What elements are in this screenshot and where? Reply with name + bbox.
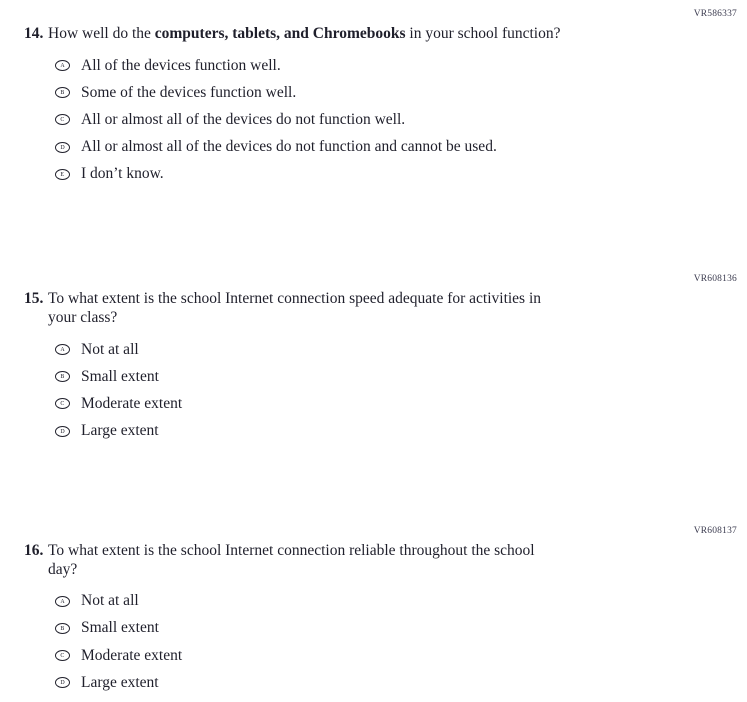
option-label: I don’t know. xyxy=(81,165,164,183)
question-block-16 xyxy=(0,525,747,697)
answer-option-a[interactable] xyxy=(55,336,747,363)
question-code: VR608137 xyxy=(693,525,737,536)
question-prompt xyxy=(24,541,747,579)
answer-option-c[interactable] xyxy=(55,642,747,669)
question-text-line: To what extent is the school Internet connection reliable throughout the school xyxy=(48,541,535,559)
answer-option-b[interactable] xyxy=(55,615,747,642)
option-bubble-icon[interactable] xyxy=(55,114,70,125)
option-letter: B xyxy=(60,372,65,380)
question-number: 16. xyxy=(24,541,44,559)
options-list xyxy=(0,336,747,445)
option-letter: D xyxy=(60,143,65,151)
option-bubble-icon[interactable] xyxy=(55,60,70,71)
answer-option-d[interactable] xyxy=(55,134,747,161)
option-letter: C xyxy=(60,400,65,407)
answer-option-c[interactable] xyxy=(55,390,747,417)
option-bubble-icon[interactable] xyxy=(55,623,70,634)
question-text-segment: in your school function? xyxy=(405,25,561,42)
answer-option-b[interactable] xyxy=(55,363,747,390)
option-letter: D xyxy=(60,427,65,435)
option-letter: C xyxy=(60,651,65,659)
option-label: Not at all xyxy=(81,340,139,358)
question-code: VR586337 xyxy=(693,9,737,19)
option-bubble-icon[interactable] xyxy=(55,169,70,180)
question-text xyxy=(48,541,535,579)
question-text xyxy=(48,289,541,327)
options-list xyxy=(0,52,747,188)
question-text-line: To what extent is the school Internet connection speed adequate for activities in xyxy=(48,289,542,307)
answer-option-d[interactable] xyxy=(55,418,747,445)
question-prompt xyxy=(24,289,747,327)
option-bubble-icon[interactable] xyxy=(55,596,70,607)
question-number: 14. xyxy=(24,25,44,42)
answer-option-a[interactable] xyxy=(55,588,747,615)
option-label: Small extent xyxy=(81,619,159,637)
question-block-14 xyxy=(0,8,747,188)
option-letter: C xyxy=(60,116,65,123)
answer-option-b[interactable] xyxy=(55,79,747,106)
question-number: 15. xyxy=(24,289,44,307)
option-letter: D xyxy=(60,679,65,686)
option-bubble-icon[interactable] xyxy=(55,398,70,409)
question-text-line: day? xyxy=(48,560,78,578)
option-bubble-icon[interactable] xyxy=(55,142,70,153)
option-bubble-icon[interactable] xyxy=(55,87,70,98)
question-prompt xyxy=(24,24,747,43)
option-label: Large extent xyxy=(81,422,159,440)
option-label: All or almost all of the devices do not function and cannot be used. xyxy=(81,138,497,156)
question-block-15 xyxy=(0,273,747,445)
answer-option-a[interactable] xyxy=(55,52,747,79)
option-label: Not at all xyxy=(81,592,139,610)
option-bubble-icon[interactable] xyxy=(55,371,70,382)
option-label: Some of the devices function well. xyxy=(81,83,297,101)
question-code: VR608136 xyxy=(693,273,737,284)
option-label: Small extent xyxy=(81,367,159,385)
option-letter: B xyxy=(60,624,65,632)
option-label: Moderate extent xyxy=(81,394,183,412)
option-bubble-icon[interactable] xyxy=(55,650,70,661)
options-list xyxy=(0,588,747,697)
question-text-segment: How well do the xyxy=(48,25,155,42)
question-text-bold: computers, tablets, and Chromebooks xyxy=(154,25,406,42)
answer-option-c[interactable] xyxy=(55,106,747,133)
option-letter: A xyxy=(60,597,65,605)
question-text xyxy=(48,24,561,43)
question-text-line: your class? xyxy=(48,308,118,326)
answer-option-e[interactable] xyxy=(55,161,747,188)
option-label: Large extent xyxy=(81,673,159,691)
option-letter: B xyxy=(60,88,65,96)
option-bubble-icon[interactable] xyxy=(55,344,70,355)
option-label: Moderate extent xyxy=(81,646,183,664)
option-bubble-icon[interactable] xyxy=(55,426,70,437)
option-letter: A xyxy=(60,345,65,353)
option-letter: E xyxy=(60,170,65,178)
option-label: All of the devices function well. xyxy=(81,56,281,74)
answer-option-d[interactable] xyxy=(55,669,747,696)
option-bubble-icon[interactable] xyxy=(55,677,70,688)
option-letter: A xyxy=(60,61,65,69)
option-label: All or almost all of the devices do not function well. xyxy=(81,110,406,128)
